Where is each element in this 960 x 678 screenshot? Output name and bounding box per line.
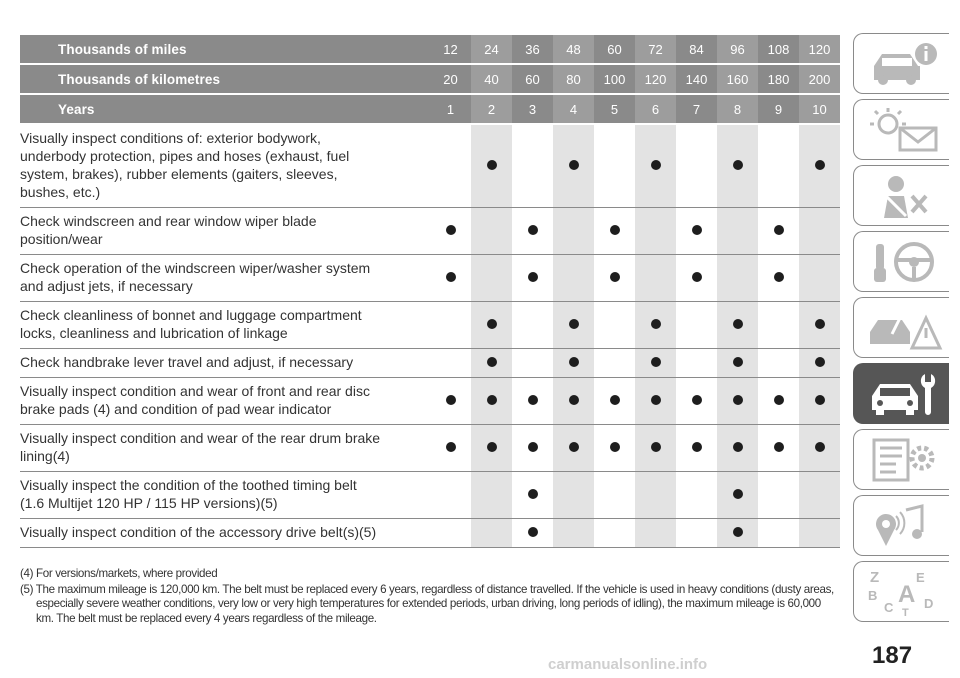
header-label: Years	[20, 94, 430, 124]
warning-light-message-icon	[866, 106, 944, 154]
interval-cell	[717, 472, 758, 519]
interval-cell	[553, 378, 594, 425]
header-value: 72	[635, 35, 676, 64]
operation-description	[20, 208, 430, 255]
description-line: bushes, etc.)	[20, 184, 101, 200]
header-label: Thousands of kilometres	[20, 64, 430, 94]
maintenance-schedule-table	[20, 35, 840, 548]
check-mark-dot	[487, 395, 497, 405]
interval-cell	[512, 208, 553, 255]
operation-description	[20, 255, 430, 302]
check-mark-dot	[487, 160, 497, 170]
operation-description	[20, 519, 430, 548]
check-mark-dot	[651, 319, 661, 329]
check-mark-dot	[815, 357, 825, 367]
interval-cell	[676, 255, 717, 302]
check-mark-dot	[528, 395, 538, 405]
interval-cell	[635, 349, 676, 378]
interval-cell	[758, 472, 799, 519]
interval-cell	[635, 255, 676, 302]
check-mark-dot	[446, 442, 456, 452]
check-mark-dot	[651, 357, 661, 367]
check-mark-dot	[774, 442, 784, 452]
header-value: 1	[430, 94, 471, 124]
header-value: 108	[758, 35, 799, 64]
interval-cell	[799, 124, 840, 208]
check-mark-dot	[733, 357, 743, 367]
interval-cell	[676, 378, 717, 425]
header-value: 200	[799, 64, 840, 94]
interval-cell	[512, 378, 553, 425]
check-mark-dot	[651, 395, 661, 405]
tab-car-info[interactable]	[853, 33, 949, 94]
table-row	[20, 124, 840, 208]
header-value: 40	[471, 64, 512, 94]
interval-cell	[635, 519, 676, 548]
description-line: Visually inspect condition and wear of front and rear disc	[20, 383, 370, 399]
tab-safety[interactable]	[853, 165, 949, 226]
check-mark-dot	[651, 442, 661, 452]
interval-cell	[430, 302, 471, 349]
car-info-icon	[866, 40, 944, 88]
watermark: carmanualsonline.info	[548, 656, 708, 673]
header-value: 7	[676, 94, 717, 124]
operation-description	[20, 124, 430, 208]
tab-multimedia[interactable]	[853, 495, 949, 556]
interval-cell	[430, 472, 471, 519]
tab-technical-data[interactable]	[853, 429, 949, 490]
interval-cell	[512, 302, 553, 349]
interval-cell	[717, 349, 758, 378]
header-value: 80	[553, 64, 594, 94]
interval-cell	[799, 302, 840, 349]
description-line: Visually inspect condition of the accessory drive belt(s)(5)	[20, 524, 377, 540]
check-mark-dot	[446, 395, 456, 405]
interval-cell	[512, 472, 553, 519]
check-mark-dot	[610, 225, 620, 235]
interval-cell	[717, 425, 758, 472]
operation-description	[20, 472, 430, 519]
interval-cell	[512, 519, 553, 548]
header-row	[20, 35, 840, 64]
check-mark-dot	[815, 160, 825, 170]
check-mark-dot	[569, 319, 579, 329]
interval-cell	[553, 255, 594, 302]
interval-cell	[799, 425, 840, 472]
interval-cell	[799, 208, 840, 255]
interval-cell	[717, 378, 758, 425]
interval-cell	[471, 124, 512, 208]
interval-cell	[635, 208, 676, 255]
table-row	[20, 349, 840, 378]
interval-cell	[594, 349, 635, 378]
interval-cell	[758, 519, 799, 548]
index-letter-c: C	[884, 600, 894, 615]
check-mark-dot	[774, 272, 784, 282]
interval-cell	[635, 378, 676, 425]
interval-cell	[758, 255, 799, 302]
interval-cell	[799, 519, 840, 548]
key-steering-wheel-icon	[866, 238, 944, 286]
check-mark-dot	[733, 160, 743, 170]
interval-cell	[512, 124, 553, 208]
check-mark-dot	[774, 225, 784, 235]
index-letter-t: T	[902, 607, 909, 616]
header-value: 6	[635, 94, 676, 124]
interval-cell	[512, 255, 553, 302]
table-row	[20, 208, 840, 255]
check-mark-dot	[815, 319, 825, 329]
check-mark-dot	[610, 395, 620, 405]
interval-cell	[430, 425, 471, 472]
interval-cell	[717, 208, 758, 255]
description-line: Visually inspect conditions of: exterior bodywork,	[20, 130, 321, 146]
car-maintenance-icon	[866, 370, 944, 418]
description-line: Check cleanliness of bonnet and luggage compartment	[20, 307, 362, 323]
interval-cell	[553, 425, 594, 472]
description-line: and adjust jets, if necessary	[20, 278, 193, 294]
check-mark-dot	[733, 395, 743, 405]
header-value: 120	[799, 35, 840, 64]
check-mark-dot	[569, 395, 579, 405]
header-value: 96	[717, 35, 758, 64]
interval-cell	[553, 208, 594, 255]
header-value: 84	[676, 35, 717, 64]
interval-cell	[676, 302, 717, 349]
check-mark-dot	[651, 160, 661, 170]
table-row	[20, 425, 840, 472]
interval-cell	[471, 255, 512, 302]
check-mark-dot	[692, 225, 702, 235]
check-mark-dot	[610, 272, 620, 282]
description-line: Visually inspect the condition of the toothed timing belt	[20, 477, 357, 493]
interval-cell	[676, 519, 717, 548]
header-value: 10	[799, 94, 840, 124]
header-value: 140	[676, 64, 717, 94]
interval-cell	[799, 255, 840, 302]
index-az-icon	[866, 568, 944, 616]
interval-cell	[594, 208, 635, 255]
page-number: 187	[872, 642, 913, 669]
check-mark-dot	[733, 527, 743, 537]
interval-cell	[717, 255, 758, 302]
table-row	[20, 378, 840, 425]
tab-warning-lights[interactable]	[853, 99, 949, 160]
interval-cell	[512, 349, 553, 378]
check-mark-dot	[692, 395, 702, 405]
description-line: system, brakes), rubber elements (gaiters, sleeves,	[20, 166, 338, 182]
header-row	[20, 64, 840, 94]
interval-cell	[717, 302, 758, 349]
header-value: 12	[430, 35, 471, 64]
check-mark-dot	[487, 319, 497, 329]
interval-cell	[594, 378, 635, 425]
tab-emergency[interactable]	[853, 297, 949, 358]
header-value: 48	[553, 35, 594, 64]
interval-cell	[553, 519, 594, 548]
interval-cell	[676, 208, 717, 255]
tab-starting-driving[interactable]	[853, 231, 949, 292]
interval-cell	[594, 255, 635, 302]
header-value: 36	[512, 35, 553, 64]
tab-index[interactable]	[853, 561, 949, 622]
interval-cell	[676, 425, 717, 472]
interval-cell	[635, 124, 676, 208]
check-mark-dot	[487, 442, 497, 452]
interval-cell	[594, 124, 635, 208]
interval-cell	[553, 302, 594, 349]
footnote-5: (5) The maximum mileage is 120,000 km. The belt must be replaced every 6 years, regardless of distance travelled. If the vehicle is used in heavy conditions (dusty areas, especially severe weather conditions, very low or very high temperatures for extended periods, urban driving, long periods of idling), the maximum mileage is 60,000 km. The belt must be replaced every 4 years regardless of the mileage.	[20, 582, 834, 625]
description-line: Check operation of the windscreen wiper/washer system	[20, 260, 371, 276]
header-value: 160	[717, 64, 758, 94]
description-line: lining(4)	[20, 448, 70, 464]
interval-cell	[553, 124, 594, 208]
interval-cell	[594, 302, 635, 349]
chapter-tabs	[853, 33, 960, 627]
header-label: Thousands of miles	[20, 35, 430, 64]
operation-description	[20, 302, 430, 349]
check-mark-dot	[610, 442, 620, 452]
index-letter-e: E	[916, 570, 925, 585]
check-mark-dot	[774, 395, 784, 405]
check-mark-dot	[733, 319, 743, 329]
index-letter-d: D	[924, 596, 934, 611]
interval-cell	[635, 425, 676, 472]
operation-description	[20, 378, 430, 425]
interval-cell	[471, 208, 512, 255]
index-letter-z: Z	[870, 569, 880, 586]
technical-data-icon	[866, 436, 944, 484]
check-mark-dot	[528, 527, 538, 537]
check-mark-dot	[446, 225, 456, 235]
header-value: 3	[512, 94, 553, 124]
header-value: 20	[430, 64, 471, 94]
check-mark-dot	[569, 160, 579, 170]
interval-cell	[717, 124, 758, 208]
check-mark-dot	[733, 442, 743, 452]
interval-cell	[471, 349, 512, 378]
interval-cell	[471, 472, 512, 519]
header-value: 60	[594, 35, 635, 64]
table-row	[20, 255, 840, 302]
interval-cell	[430, 124, 471, 208]
description-line: locks, cleanliness and lubrication of linkage	[20, 325, 288, 341]
interval-cell	[676, 349, 717, 378]
interval-cell	[676, 124, 717, 208]
header-row	[20, 94, 840, 124]
header-value: 8	[717, 94, 758, 124]
operation-description	[20, 425, 430, 472]
operation-description	[20, 349, 430, 378]
index-letter-b: B	[868, 588, 878, 603]
description-line: (1.6 Multijet 120 HP / 115 HP versions)(5)	[20, 495, 278, 511]
table-row	[20, 302, 840, 349]
interval-cell	[471, 425, 512, 472]
check-mark-dot	[528, 225, 538, 235]
interval-cell	[676, 472, 717, 519]
interval-cell	[758, 349, 799, 378]
check-mark-dot	[569, 442, 579, 452]
header-value: 9	[758, 94, 799, 124]
check-mark-dot	[815, 442, 825, 452]
header-value: 100	[594, 64, 635, 94]
description-line: brake pads (4) and condition of pad wear indicator	[20, 401, 332, 417]
interval-cell	[430, 378, 471, 425]
interval-cell	[758, 302, 799, 349]
interval-cell	[471, 519, 512, 548]
header-value: 5	[594, 94, 635, 124]
interval-cell	[594, 472, 635, 519]
header-value: 60	[512, 64, 553, 94]
multimedia-icon	[866, 502, 944, 550]
interval-cell	[471, 302, 512, 349]
interval-cell	[799, 378, 840, 425]
interval-cell	[594, 519, 635, 548]
check-mark-dot	[692, 442, 702, 452]
interval-cell	[430, 349, 471, 378]
interval-cell	[717, 519, 758, 548]
interval-cell	[799, 349, 840, 378]
description-line: position/wear	[20, 231, 103, 247]
check-mark-dot	[733, 489, 743, 499]
interval-cell	[553, 472, 594, 519]
passenger-safety-icon	[866, 172, 944, 220]
check-mark-dot	[528, 489, 538, 499]
interval-cell	[594, 425, 635, 472]
emergency-warning-icon	[866, 304, 944, 352]
interval-cell	[758, 124, 799, 208]
interval-cell	[758, 208, 799, 255]
interval-cell	[758, 378, 799, 425]
header-value: 4	[553, 94, 594, 124]
description-line: Visually inspect condition and wear of the rear drum brake	[20, 430, 381, 446]
interval-cell	[635, 472, 676, 519]
interval-cell	[471, 378, 512, 425]
table-row	[20, 519, 840, 548]
description-line: Check windscreen and rear window wiper blade	[20, 213, 317, 229]
check-mark-dot	[692, 272, 702, 282]
header-value: 24	[471, 35, 512, 64]
interval-cell	[430, 255, 471, 302]
interval-cell	[758, 425, 799, 472]
table-row	[20, 472, 840, 519]
interval-cell	[635, 302, 676, 349]
header-value: 2	[471, 94, 512, 124]
check-mark-dot	[815, 395, 825, 405]
interval-cell	[430, 519, 471, 548]
index-letter-a: A	[898, 581, 916, 608]
header-value: 180	[758, 64, 799, 94]
footnotes	[20, 567, 840, 627]
tab-maintenance[interactable]	[853, 363, 949, 424]
check-mark-dot	[528, 442, 538, 452]
description-line: underbody protection, pipes and hoses (exhaust, fuel	[20, 148, 350, 164]
interval-cell	[553, 349, 594, 378]
interval-cell	[799, 472, 840, 519]
description-line: Check handbrake lever travel and adjust, if necessary	[20, 354, 354, 370]
footnote-4: (4) For versions/markets, where provided	[20, 567, 218, 580]
check-mark-dot	[528, 272, 538, 282]
interval-cell	[512, 425, 553, 472]
check-mark-dot	[569, 357, 579, 367]
interval-cell	[430, 208, 471, 255]
check-mark-dot	[487, 357, 497, 367]
header-value: 120	[635, 64, 676, 94]
check-mark-dot	[446, 272, 456, 282]
